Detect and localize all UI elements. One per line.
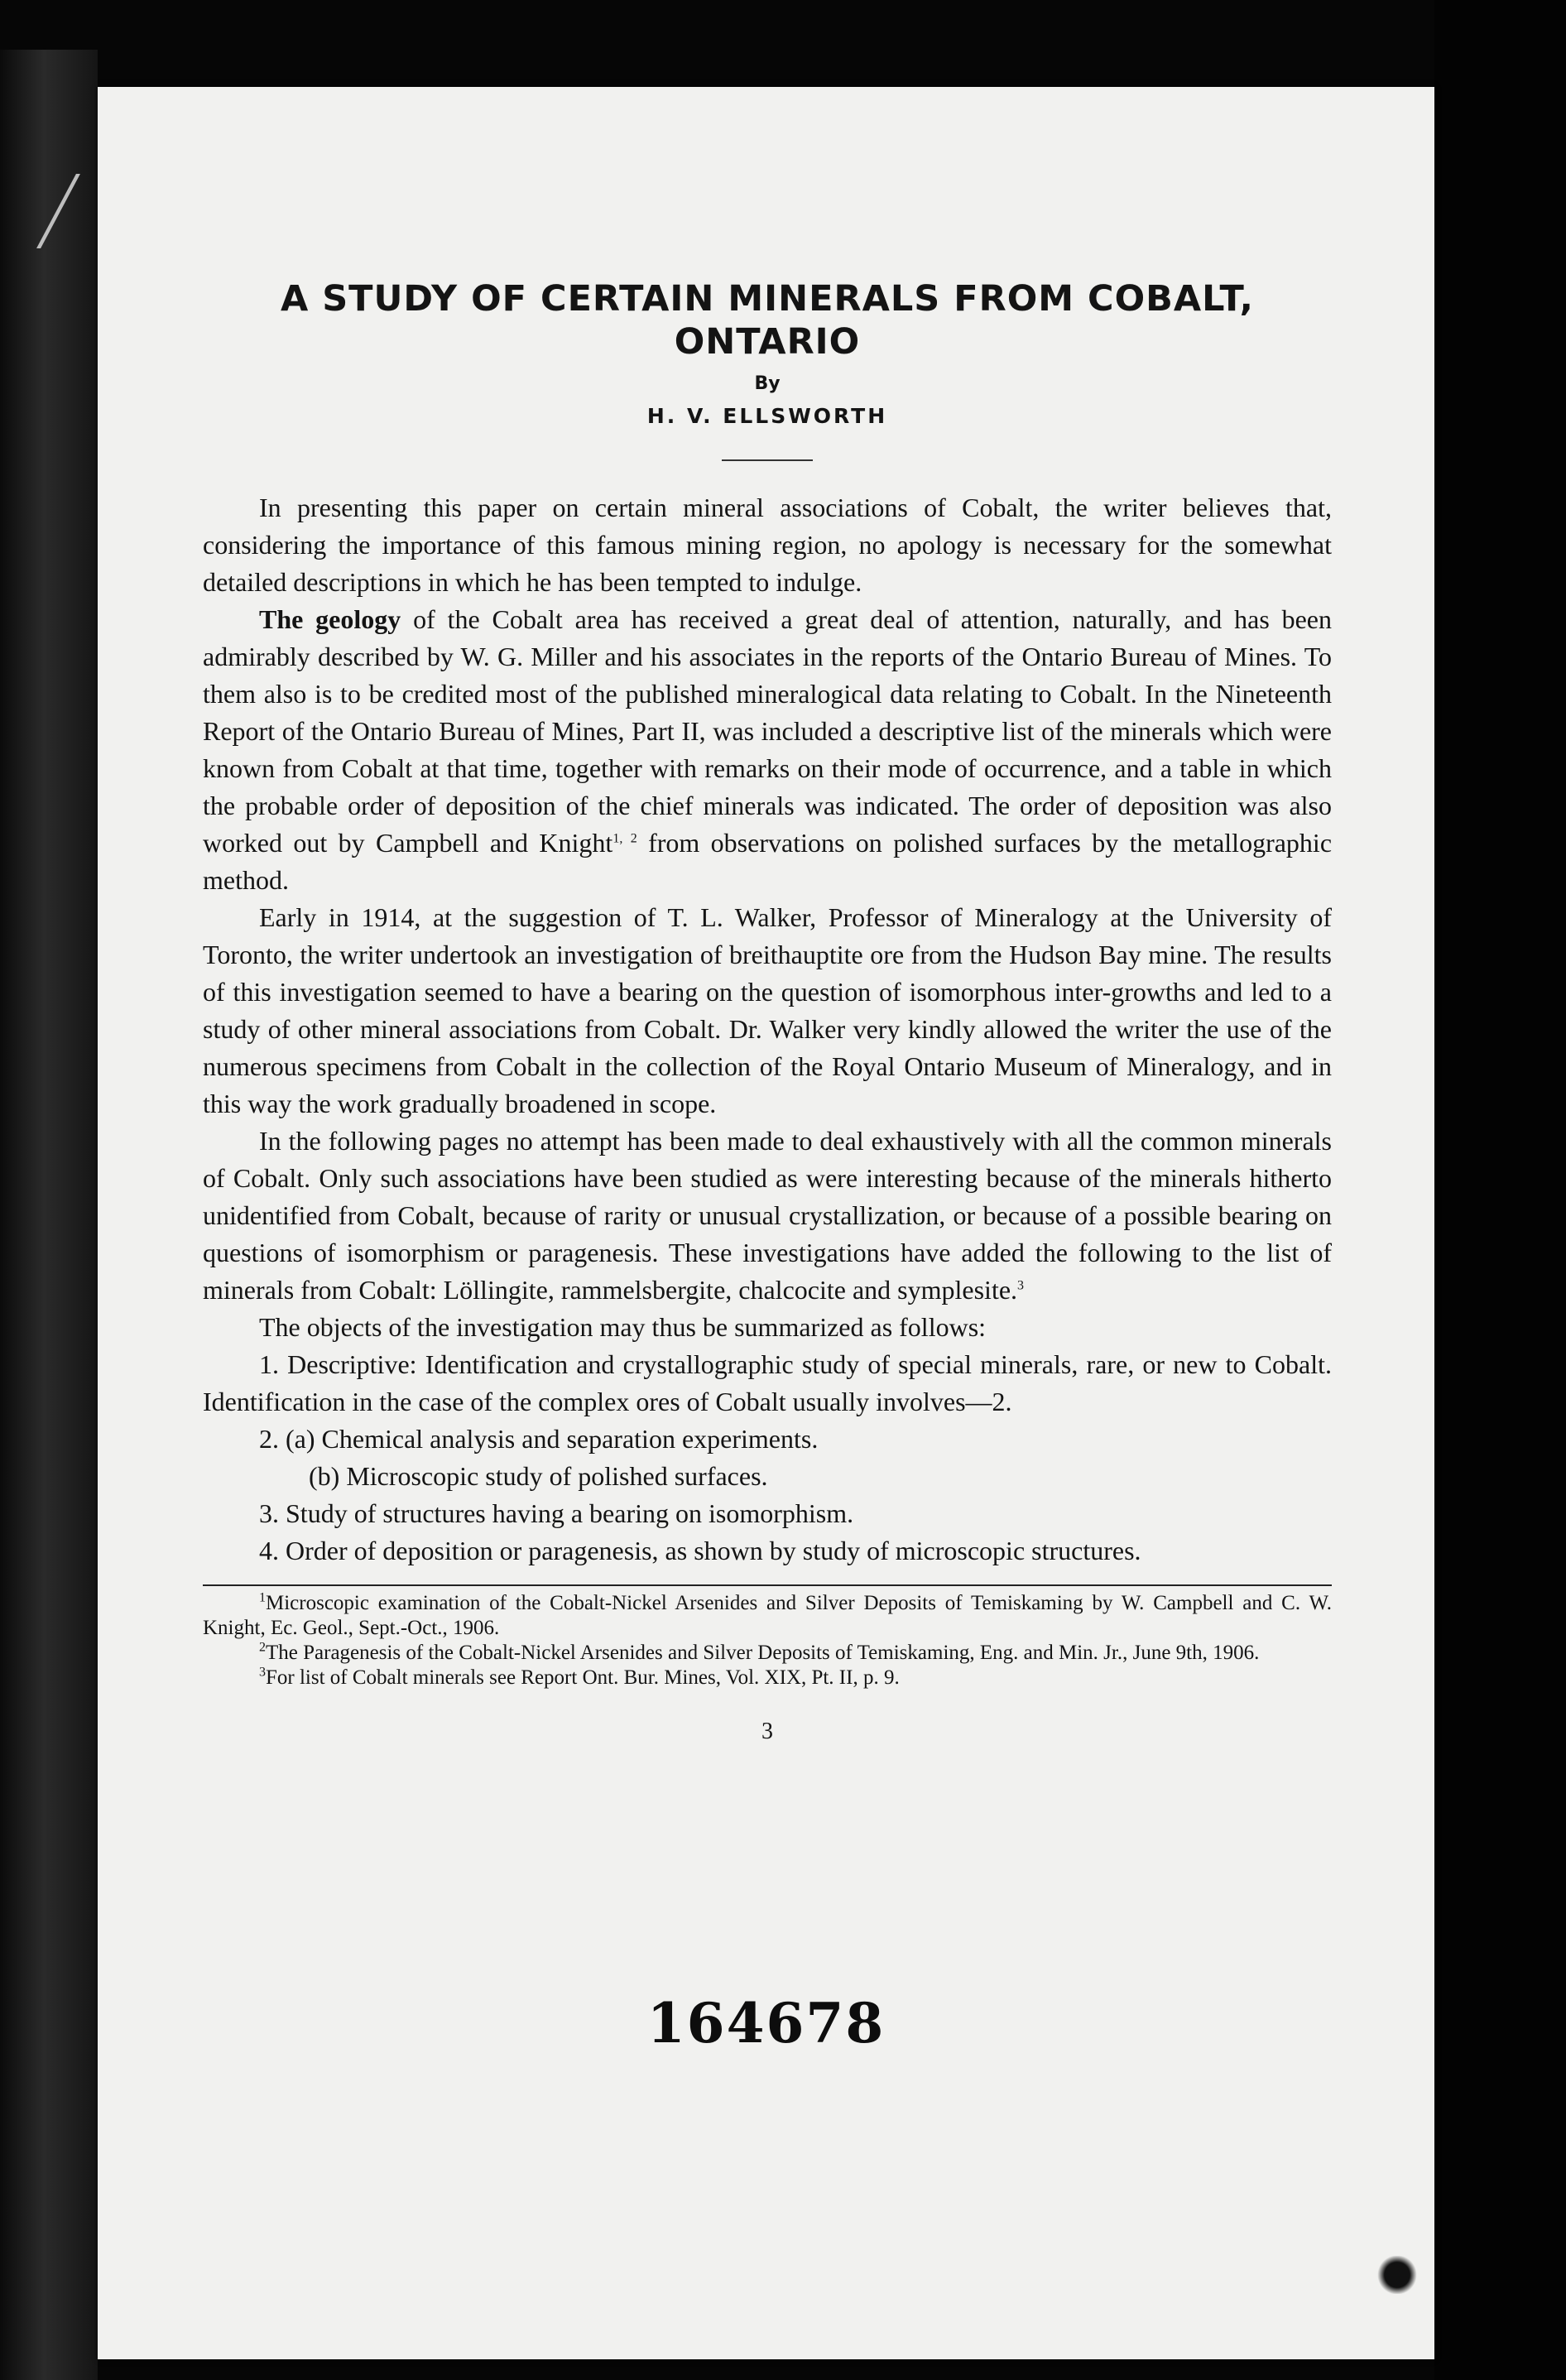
page-content (203, 277, 1332, 1745)
author-name: H. V. ELLSWORTH (646, 404, 888, 428)
adjacent-page-edge (0, 50, 98, 2380)
paragraph-geology (203, 601, 1332, 899)
list-item-2b: (b) Microscopic study of polished surfaces. (309, 1461, 768, 1491)
list-item-1: 1. Descriptive: Identification and crystallographic study of special minerals, rare, or new to Cobalt. Identification in the case of the complex ores of Cobalt usually involves—2. (203, 1349, 1332, 1416)
paragraph-following-pages (203, 1123, 1332, 1309)
footnote-ref-1-2: 1, 2 (612, 831, 637, 846)
list-item-3: 3. Study of structures having a bearing on isomorphism. (259, 1498, 854, 1528)
geology-text-end: from observations on polished surfaces by the metallographic method. (203, 828, 1333, 895)
title-divider (722, 459, 813, 461)
paragraph-objects: The objects of the investigation may thus be summarized as follows: (259, 1312, 987, 1342)
page-number: 3 (761, 1719, 773, 1744)
document-page (98, 87, 1434, 2359)
paragraph-intro: In presenting this paper on certain mineral associations of Cobalt, the writer believes that, considering the importance of this famous mining region, no apology is necessary for the somewhat detailed descriptions in which he has been tempted to indulge. (203, 493, 1332, 597)
geology-lead-text: The geology (259, 604, 401, 634)
footnote-2 (203, 1641, 1332, 1666)
ink-smudge (1376, 2256, 1418, 2294)
title-line-1: A STUDY OF CERTAIN MINERALS FROM COBALT, (280, 278, 1255, 320)
byline-label: By (754, 373, 781, 394)
footnote-divider (203, 1584, 1332, 1586)
footnote-ref-3: 3 (1017, 1278, 1025, 1293)
pencil-tick-mark (0, 174, 80, 248)
footnote-1 (203, 1591, 1332, 1641)
article-title (203, 277, 1332, 363)
footnote-2-mark: 2 (259, 1640, 266, 1655)
footnote-1-mark: 1 (259, 1590, 266, 1605)
list-item-4: 4. Order of deposition or paragenesis, as shown by study of microscopic structures. (259, 1536, 1141, 1565)
footnote-3-mark: 3 (259, 1665, 266, 1680)
accession-stamp-number: 164678 (646, 1991, 886, 2055)
geology-text: of the Cobalt area has received a great deal of attention, naturally, and has been admirably described by W. G. Miller and his associates in the reports of the Ontario Bureau of Mines. To them also is to be credited most of the published mineralogical data relating to Cobalt. In the Nineteenth Report of the Ontario Bureau of Mines, Part II, was included a descriptive list of the minerals which were known from Cobalt at that time, together with remarks on their mode of occurrence, and a table in which the probable order of deposition of the chief minerals was indicated. The order of deposition was also worked out by Campbell and Knight (203, 604, 1333, 858)
list-item-2a: 2. (a) Chemical analysis and separation experiments. (259, 1424, 819, 1454)
footnote-2-text: The Paragenesis of the Cobalt-Nickel Arsenides and Silver Deposits of Temiskaming, Eng. and Min. Jr., June 9th, 1906. (266, 1642, 1260, 1664)
footnote-1-text: Microscopic examination of the Cobalt-Nickel Arsenides and Silver Deposits of Temiskaming by W. Campbell and C. W. Knight, Ec. Geol., Sept.-Oct., 1906. (203, 1592, 1332, 1639)
footnote-3 (203, 1666, 1332, 1690)
following-pages-text: In the following pages no attempt has been made to deal exhaustively with all the common minerals of Cobalt. Only such associations have been studied as were interesting because of the minerals hitherto unidentified from Cobalt, because of rarity or unusual crystallization, or because of a possible bearing on questions of isomorphism or paragenesis. These investigations have added the following to the list of minerals from Cobalt: Löllingite, rammelsbergite, chalcocite and symplesite. (203, 1126, 1332, 1305)
scan-background (1434, 0, 1566, 2380)
title-line-2: ONTARIO (674, 321, 861, 363)
paragraph-early-1914: Early in 1914, at the suggestion of T. L. Walker, Professor of Mineralogy at the University of Toronto, the writer undertook an investigation of breithauptite ore from the Hudson Bay mine. The results of this investigation seemed to have a bearing on the question of isomorphous inter-growths and led to a study of other mineral associations from Cobalt. Dr. Walker very kindly allowed the writer the use of the numerous specimens from Cobalt in the collection of the Royal Ontario Museum of Mineralogy, and in this way the work gradually broadened in scope. (203, 902, 1332, 1118)
footnote-3-text: For list of Cobalt minerals see Report Ont. Bur. Mines, Vol. XIX, Pt. II, p. 9. (266, 1666, 900, 1689)
